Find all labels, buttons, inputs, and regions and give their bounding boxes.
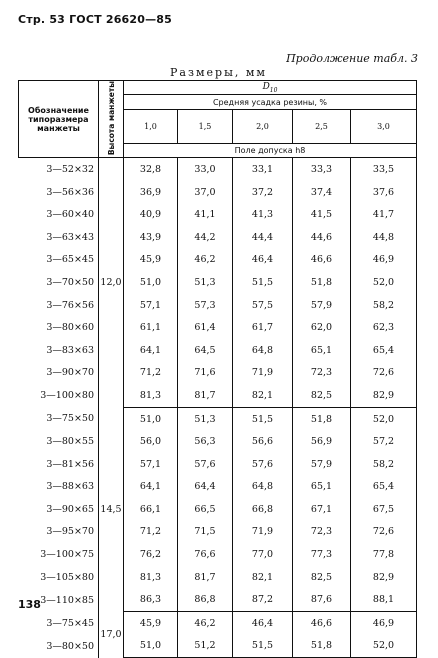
- height-column-header: Высота манжеты: [99, 81, 124, 158]
- table-row: [19, 316, 417, 339]
- table-row: [19, 158, 417, 181]
- d10-value-cell: 37,6: [351, 181, 417, 204]
- table-row: [19, 249, 417, 272]
- d10-header: $D_{10}$: [124, 81, 417, 95]
- designation-cell: 3—63×43: [46, 231, 94, 243]
- d10-value-cell: 46,2: [178, 249, 233, 272]
- designation-cell: 3—100×75: [40, 549, 94, 561]
- d10-value-cell: 64,5: [178, 339, 233, 362]
- shrink-value-header: 1,5: [178, 110, 233, 144]
- table-row: [19, 271, 417, 294]
- d10-value-cell: 62,0: [293, 316, 351, 339]
- designation-cell: 3—100×80: [40, 390, 94, 402]
- d10-value-cell: 46,9: [351, 249, 417, 272]
- dimensions-table: [18, 80, 417, 658]
- d10-value-cell: 66,5: [178, 498, 233, 521]
- d10-value-cell: 65,4: [351, 475, 417, 498]
- d10-value-cell: 51,3: [178, 407, 233, 430]
- d10-value-cell: 56,0: [124, 430, 178, 453]
- d10-value-cell: 56,6: [233, 430, 293, 453]
- d10-value-cell: 66,8: [233, 498, 293, 521]
- table-row: [19, 203, 417, 226]
- d10-value-cell: 40,9: [124, 203, 178, 226]
- designation-cell: 3—105×80: [40, 571, 94, 583]
- d10-value-cell: 65,4: [351, 339, 417, 362]
- d10-value-cell: 67,1: [293, 498, 351, 521]
- shrinkage-header: Средняя усадка резины, %: [124, 95, 417, 110]
- height-cell: 12,0: [99, 158, 124, 408]
- d10-value-cell: 66,1: [124, 498, 178, 521]
- d10-value-cell: 51,0: [124, 635, 178, 658]
- d10-value-cell: 51,0: [124, 271, 178, 294]
- designation-cell: 3—88×63: [46, 481, 94, 493]
- d10-value-cell: 52,0: [351, 407, 417, 430]
- designation-cell: 3—110×85: [40, 594, 94, 606]
- d10-value-cell: 72,3: [293, 362, 351, 385]
- d10-value-cell: 41,3: [233, 203, 293, 226]
- d10-value-cell: 72,3: [293, 521, 351, 544]
- d10-value-cell: 33,1: [233, 158, 293, 181]
- d10-value-cell: 52,0: [351, 635, 417, 658]
- d10-value-cell: 51,5: [233, 407, 293, 430]
- d10-value-cell: 65,1: [293, 339, 351, 362]
- d10-value-cell: 64,8: [233, 475, 293, 498]
- shrink-value-header: 1,0: [124, 110, 178, 144]
- d10-value-cell: 71,2: [124, 362, 178, 385]
- page-number: 138: [18, 598, 41, 611]
- table-continuation-label: Продолжение табл. 3: [286, 52, 418, 65]
- d10-value-cell: 41,5: [293, 203, 351, 226]
- d10-value-cell: 82,5: [293, 384, 351, 407]
- height-cell: 14,5: [99, 407, 124, 611]
- designation-cell: 3—75×50: [46, 413, 94, 425]
- designation-column-header: Обозначение типоразмера манжеты: [19, 81, 99, 158]
- d10-value-cell: 57,3: [178, 294, 233, 317]
- d10-value-cell: 32,8: [124, 158, 178, 181]
- d10-value-cell: 82,9: [351, 384, 417, 407]
- d10-value-cell: 46,2: [178, 612, 233, 635]
- table-row: [19, 635, 417, 658]
- d10-value-cell: 64,4: [178, 475, 233, 498]
- table-row: [19, 453, 417, 476]
- table-row: [19, 384, 417, 407]
- d10-value-cell: 46,6: [293, 249, 351, 272]
- d10-value-cell: 57,1: [124, 453, 178, 476]
- d10-value-cell: 57,1: [124, 294, 178, 317]
- shrink-value-header: 2,5: [293, 110, 351, 144]
- d10-value-cell: 64,1: [124, 475, 178, 498]
- d10-value-cell: 51,8: [293, 271, 351, 294]
- d10-value-cell: 56,3: [178, 430, 233, 453]
- table-row: [19, 226, 417, 249]
- d10-value-cell: 57,2: [351, 430, 417, 453]
- designation-cell: 3—80×60: [46, 322, 94, 334]
- d10-value-cell: 36,9: [124, 181, 178, 204]
- d10-value-cell: 82,9: [351, 566, 417, 589]
- d10-value-cell: 51,5: [233, 635, 293, 658]
- designation-cell: 3—90×70: [46, 367, 94, 379]
- page-header: Стр. 53 ГОСТ 26620—85: [18, 13, 173, 26]
- designation-cell: 3—70×50: [46, 276, 94, 288]
- height-cell: 17,0: [99, 612, 124, 658]
- d10-value-cell: 82,1: [233, 566, 293, 589]
- d10-value-cell: 52,0: [351, 271, 417, 294]
- table-row: [19, 294, 417, 317]
- d10-value-cell: 57,6: [233, 453, 293, 476]
- table-row: [19, 566, 417, 589]
- d10-value-cell: 65,1: [293, 475, 351, 498]
- d10-value-cell: 87,2: [233, 588, 293, 611]
- table-row: [19, 612, 417, 635]
- d10-value-cell: 45,9: [124, 249, 178, 272]
- designation-cell: 3—81×56: [46, 458, 94, 470]
- d10-value-cell: 81,7: [178, 566, 233, 589]
- d10-value-cell: 81,7: [178, 384, 233, 407]
- shrink-value-header: 2,0: [233, 110, 293, 144]
- designation-cell: 3—52×32: [46, 163, 94, 175]
- d10-value-cell: 81,3: [124, 384, 178, 407]
- d10-value-cell: 61,4: [178, 316, 233, 339]
- d10-value-cell: 61,1: [124, 316, 178, 339]
- d10-value-cell: 44,6: [293, 226, 351, 249]
- table-row: [19, 543, 417, 566]
- d10-value-cell: 71,5: [178, 521, 233, 544]
- d10-value-cell: 71,9: [233, 362, 293, 385]
- designation-cell: 3—80×55: [46, 436, 94, 448]
- d10-value-cell: 46,6: [293, 612, 351, 635]
- d10-value-cell: 44,2: [178, 226, 233, 249]
- d10-value-cell: 77,8: [351, 543, 417, 566]
- d10-value-cell: 88,1: [351, 588, 417, 611]
- designation-cell: 3—76×56: [46, 299, 94, 311]
- d10-value-cell: 64,8: [233, 339, 293, 362]
- d10-value-cell: 77,0: [233, 543, 293, 566]
- d10-value-cell: 58,2: [351, 453, 417, 476]
- d10-value-cell: 82,1: [233, 384, 293, 407]
- d10-value-cell: 37,4: [293, 181, 351, 204]
- designation-cell: 3—83×63: [46, 344, 94, 356]
- designation-cell: 3—75×45: [46, 617, 94, 629]
- d10-value-cell: 58,2: [351, 294, 417, 317]
- table-row: [19, 475, 417, 498]
- d10-value-cell: 71,9: [233, 521, 293, 544]
- d10-value-cell: 43,9: [124, 226, 178, 249]
- d10-value-cell: 51,5: [233, 271, 293, 294]
- d10-value-cell: 56,9: [293, 430, 351, 453]
- designation-cell: 3—60×40: [46, 209, 94, 221]
- table-row: [19, 362, 417, 385]
- d10-value-cell: 37,2: [233, 181, 293, 204]
- d10-value-cell: 57,5: [233, 294, 293, 317]
- designation-cell: 3—80×50: [46, 640, 94, 652]
- d10-value-cell: 41,7: [351, 203, 417, 226]
- d10-value-cell: 37,0: [178, 181, 233, 204]
- d10-value-cell: 64,1: [124, 339, 178, 362]
- d10-value-cell: 57,6: [178, 453, 233, 476]
- tolerance-header: Поле допуска h8: [124, 144, 417, 158]
- d10-value-cell: 71,2: [124, 521, 178, 544]
- d10-value-cell: 86,3: [124, 588, 178, 611]
- d10-value-cell: 62,3: [351, 316, 417, 339]
- d10-value-cell: 72,6: [351, 362, 417, 385]
- designation-cell: 3—90×65: [46, 503, 94, 515]
- designation-cell: 3—95×70: [46, 526, 94, 538]
- d10-value-cell: 61,7: [233, 316, 293, 339]
- d10-value-cell: 33,3: [293, 158, 351, 181]
- d10-value-cell: 51,2: [178, 635, 233, 658]
- table-body: [19, 158, 417, 658]
- d10-value-cell: 76,6: [178, 543, 233, 566]
- table-row: [19, 588, 417, 611]
- d10-value-cell: 76,2: [124, 543, 178, 566]
- d10-value-cell: 33,5: [351, 158, 417, 181]
- table-row: [19, 339, 417, 362]
- d10-value-cell: 51,0: [124, 407, 178, 430]
- table-row: [19, 407, 417, 430]
- d10-value-cell: 46,9: [351, 612, 417, 635]
- d10-value-cell: 67,5: [351, 498, 417, 521]
- d10-value-cell: 82,5: [293, 566, 351, 589]
- d10-value-cell: 72,6: [351, 521, 417, 544]
- d10-value-cell: 46,4: [233, 612, 293, 635]
- d10-value-cell: 57,9: [293, 294, 351, 317]
- d10-value-cell: 51,8: [293, 407, 351, 430]
- shrink-value-header: 3,0: [351, 110, 417, 144]
- table-row: [19, 498, 417, 521]
- d10-value-cell: 45,9: [124, 612, 178, 635]
- d10-value-cell: 57,9: [293, 453, 351, 476]
- d10-value-cell: 44,4: [233, 226, 293, 249]
- designation-cell: 3—65×45: [46, 254, 94, 266]
- d10-value-cell: 71,6: [178, 362, 233, 385]
- d10-value-cell: 87,6: [293, 588, 351, 611]
- designation-cell: 3—56×36: [46, 186, 94, 198]
- d10-value-cell: 86,8: [178, 588, 233, 611]
- d10-value-cell: 51,8: [293, 635, 351, 658]
- d10-value-cell: 77,3: [293, 543, 351, 566]
- sizes-title: Размеры, мм: [170, 66, 267, 79]
- table-row: [19, 430, 417, 453]
- table-row: [19, 181, 417, 204]
- d10-value-cell: 44,8: [351, 226, 417, 249]
- d10-value-cell: 51,3: [178, 271, 233, 294]
- d10-value-cell: 46,4: [233, 249, 293, 272]
- d10-value-cell: 41,1: [178, 203, 233, 226]
- d10-value-cell: 81,3: [124, 566, 178, 589]
- d10-value-cell: 33,0: [178, 158, 233, 181]
- table-row: [19, 521, 417, 544]
